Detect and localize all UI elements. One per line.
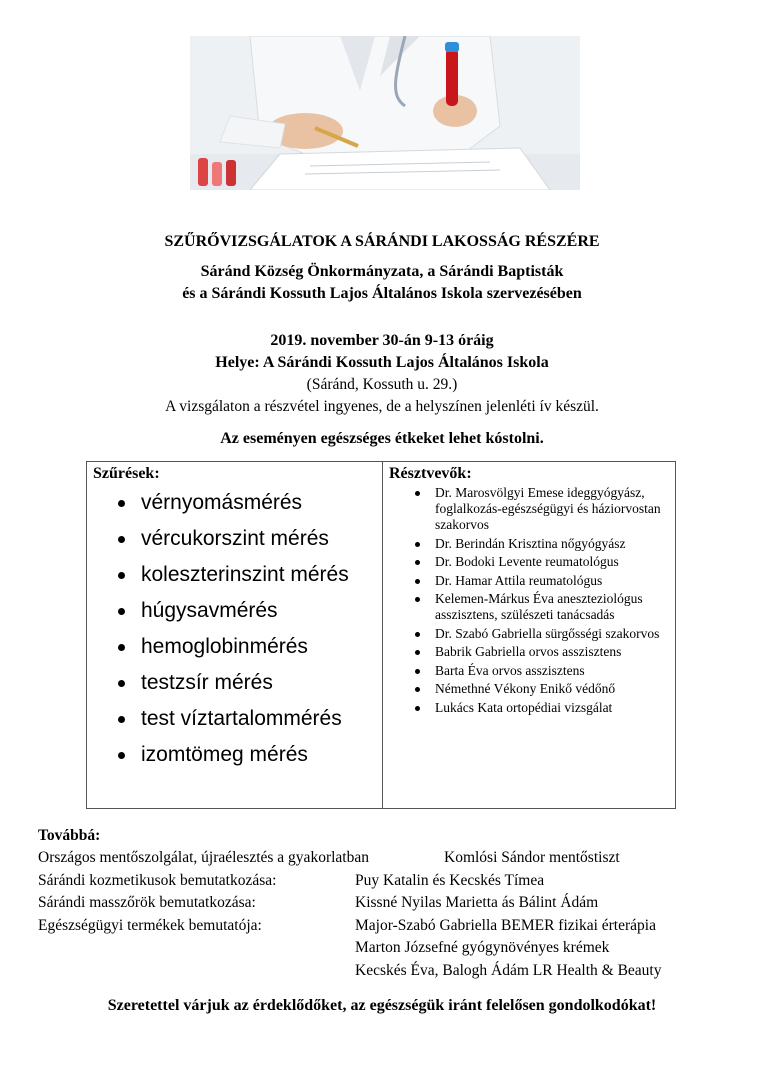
bullet-icon: [118, 644, 125, 651]
screening-item: koleszterinszint mérés: [93, 557, 378, 593]
further-section: [38, 825, 738, 982]
screenings-list: [93, 485, 378, 773]
bullet-icon: [118, 500, 125, 507]
screenings-column: [93, 464, 378, 773]
further-row: Sárándi kozmetikusok bemutatkozása: Puy Katalin és Kecskés Tímea: [38, 871, 545, 889]
bullet-icon: [415, 542, 420, 547]
participants-header: Résztvevők:: [389, 465, 472, 482]
screening-item: vérnyomásmérés: [93, 485, 378, 521]
doctor-illustration: [190, 36, 580, 190]
further-row: Marton Józsefné gyógynövényes krémek: [355, 939, 610, 956]
organizers-line-1: Sáránd Község Önkormányzata, a Sárándi Baptisták: [200, 263, 564, 280]
bullet-icon: [415, 706, 420, 711]
participant-item: Babrik Gabriella orvos asszisztens: [389, 644, 671, 660]
event-address: (Sáránd, Kossuth u. 29.): [306, 376, 458, 393]
screening-item: testzsír mérés: [93, 665, 378, 701]
further-row: Országos mentőszolgálat, újraélesztés a gyakorlatban Komlósi Sándor mentőstiszt: [38, 849, 620, 866]
further-header: Továbbá:: [38, 827, 101, 844]
screening-item: izomtömeg mérés: [93, 737, 378, 773]
participant-item: Dr. Berindán Krisztina nőgyógyász: [389, 536, 671, 552]
screening-item: vércukorszint mérés: [93, 521, 378, 557]
page-title: SZŰRŐVIZSGÁLATOK A SÁRÁNDI LAKOSSÁG RÉSZÉRE: [164, 233, 600, 250]
bullet-icon: [118, 680, 125, 687]
info-table: [86, 461, 676, 809]
participant-item: Kelemen-Márkus Éva aneszteziológus asszisztens, szülészeti tanácsadás: [389, 591, 671, 623]
screening-item: test víztartalommérés: [93, 701, 378, 737]
bullet-icon: [415, 650, 420, 655]
participant-item: Dr. Szabó Gabriella sürgősségi szakorvos: [389, 626, 671, 642]
bullet-icon: [415, 579, 420, 584]
table-divider: [382, 462, 383, 808]
organizers-line-2: és a Sárándi Kossuth Lajos Általános Iskola szervezésében: [182, 285, 582, 302]
bullet-icon: [415, 597, 420, 602]
bullet-icon: [415, 560, 420, 565]
participants-list: [389, 485, 671, 716]
bullet-icon: [415, 687, 420, 692]
participant-item: Némethné Vékony Enikő védőnő: [389, 681, 671, 697]
bullet-icon: [118, 572, 125, 579]
participants-column: [389, 464, 671, 718]
participant-item: Dr. Hamar Attila reumatológus: [389, 573, 671, 589]
participant-item: Barta Éva orvos asszisztens: [389, 663, 671, 679]
header-photo: [190, 36, 580, 190]
participant-item: Lukács Kata ortopédiai vizsgálat: [389, 700, 671, 716]
event-date: 2019. november 30-án 9-13 óráig: [270, 332, 494, 349]
bullet-icon: [118, 536, 125, 543]
closing-text: Szeretettel várjuk az érdeklődőket, az egészségük iránt felelősen gondolkodókat!: [107, 997, 657, 1014]
further-row: Kecskés Éva, Balogh Ádám LR Health & Beauty: [355, 961, 662, 979]
event-note: A vizsgálaton a részvétel ingyenes, de a helyszínen jelenléti ív készül.: [165, 398, 599, 415]
bullet-icon: [118, 752, 125, 759]
bullet-icon: [118, 716, 125, 723]
bullet-icon: [415, 632, 420, 637]
bullet-icon: [415, 491, 420, 496]
bullet-icon: [118, 608, 125, 615]
participant-item: Dr. Marosvölgyi Emese ideggyógyász, foglalkozás-egészségügyi és háziorvostan szakorvos: [389, 485, 671, 533]
further-row: Egészségügyi termékek bemutatója: Major-Szabó Gabriella BEMER fizikai érterápia: [38, 916, 656, 934]
screenings-header: Szűrések:: [93, 465, 160, 482]
participant-item: Dr. Bodoki Levente reumatológus: [389, 554, 671, 570]
event-food: Az eseményen egészséges étkeket lehet kóstolni.: [220, 430, 544, 447]
bullet-icon: [415, 669, 420, 674]
further-row: Sárándi masszőrök bemutatkozása: Kissné Nyilas Marietta ás Bálint Ádám: [38, 894, 599, 911]
event-venue: Helye: A Sárándi Kossuth Lajos Általános Iskola: [215, 354, 549, 371]
screening-item: hemoglobinmérés: [93, 629, 378, 665]
screening-item: húgysavmérés: [93, 593, 378, 629]
